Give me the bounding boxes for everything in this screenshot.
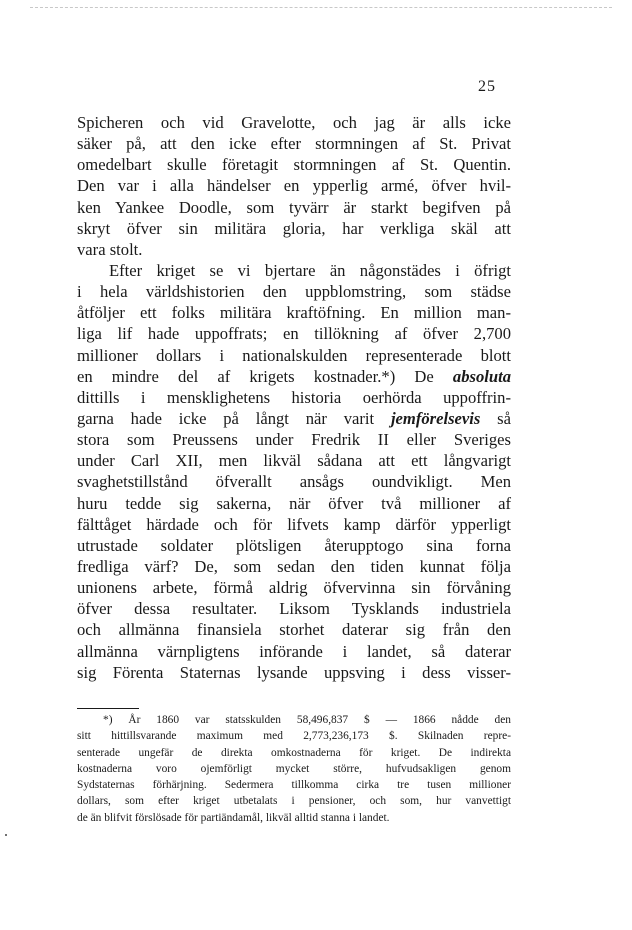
body-line: fälttåget härdade och för lifvets kamp därför ypperligt	[77, 514, 511, 534]
body-line: millioner dollars i nationalskulden representerade blott	[77, 345, 511, 365]
emphasis-absoluta: absoluta	[452, 366, 511, 386]
body-line: unionens arbete, förmå aldrig öfvervinna sin förvåning	[77, 578, 511, 598]
body-line: Efter kriget se vi bjertare än någonstädes i öfrigt	[109, 260, 511, 280]
footnote-line: kostnaderna voro ojemförligt mycket större, hufvudsakligen genom	[77, 762, 511, 775]
line-text: så	[480, 408, 511, 428]
footnote-line: de än blifvit förslösade för partiändamål, likväl alltid stanna i landet.	[77, 811, 390, 824]
body-text	[77, 112, 511, 683]
body-line: stora som Preussens under Fredrik II eller Sveriges	[77, 430, 511, 450]
page-number: 25	[478, 78, 496, 95]
body-line: liga lif hade uppoffrats; en tillökning af öfver 2,700	[77, 324, 511, 344]
body-line: sig Förenta Staternas lysande uppsving i dess visser-	[77, 662, 511, 682]
body-line: dittills i mensklighetens historia oerhörda uppoffrin-	[77, 387, 511, 407]
body-line: säker på, att den icke efter stormningen af St. Privat	[77, 134, 511, 154]
line-text: garna hade icke på långt när varit	[77, 408, 391, 428]
body-line: fredliga värf? De, som sedan den tiden kunnat följa	[77, 556, 511, 576]
margin-speck	[5, 834, 7, 836]
body-line: ken Yankee Doodle, som tyvärr är starkt begifven på	[77, 197, 511, 217]
line-text: en mindre del af krigets kostnader.*) De	[77, 366, 453, 386]
body-line: och allmänna finansiela storhet daterar sig från den	[77, 620, 511, 640]
body-line: vara stolt.	[77, 239, 143, 259]
body-line: allmänna värnpligtens införande i landet, så daterar	[77, 641, 511, 661]
footnote-line: dollars, som efter kriget utbetalats i pensioner, och som, hur vanvettigt	[77, 795, 511, 808]
emphasis-jemforelsevis: jemförelsevis	[390, 408, 481, 428]
body-line: huru tedde sig sakerna, när öfver två millioner af	[77, 493, 511, 513]
footnote	[77, 712, 511, 826]
body-line: åtföljer ett folks militära kraftöfning. En million man-	[77, 303, 511, 323]
footnote-line: *) År 1860 var statsskulden 58,496,837 $ — 1866 nådde den	[103, 714, 511, 726]
body-line: i hela världshistorien den uppblomstring, som städse	[77, 282, 511, 302]
body-line: skryt öfver sin militära gloria, har verkliga skäl att	[77, 218, 511, 238]
footnote-line: Sydstaternas förhärjning. Sedermera tillkomma cirka tre tusen millioner	[77, 779, 511, 792]
body-line-with-emphasis	[77, 366, 511, 387]
body-line: utrustade soldater plötsligen återupptogo sina forna	[77, 535, 511, 555]
body-line: öfver dessa resultater. Liksom Tysklands industriela	[77, 599, 511, 619]
body-line: under Carl XII, men likväl sådana att ett långvarigt	[77, 451, 511, 471]
top-edge-rule	[30, 7, 612, 8]
body-line-with-emphasis	[77, 408, 511, 429]
footnote-separator	[77, 708, 139, 709]
footnote-line: senterade ungefär de direkta omkostnaderna för kriget. De indirekta	[77, 746, 511, 759]
body-line: Spicheren och vid Gravelotte, och jag är alls icke	[77, 113, 511, 132]
body-line: svaghetstillstånd öfverallt ansågs oundvikligt. Men	[77, 472, 511, 492]
body-line: Den var i alla händelser en ypperlig armé, öfver hvil-	[77, 176, 511, 196]
body-line: omedelbart skulle företagit stormningen af St. Quentin.	[77, 155, 511, 175]
footnote-line: sitt hittillsvarande maximum med 2,773,236,173 $. Skilnaden repre-	[77, 730, 511, 743]
